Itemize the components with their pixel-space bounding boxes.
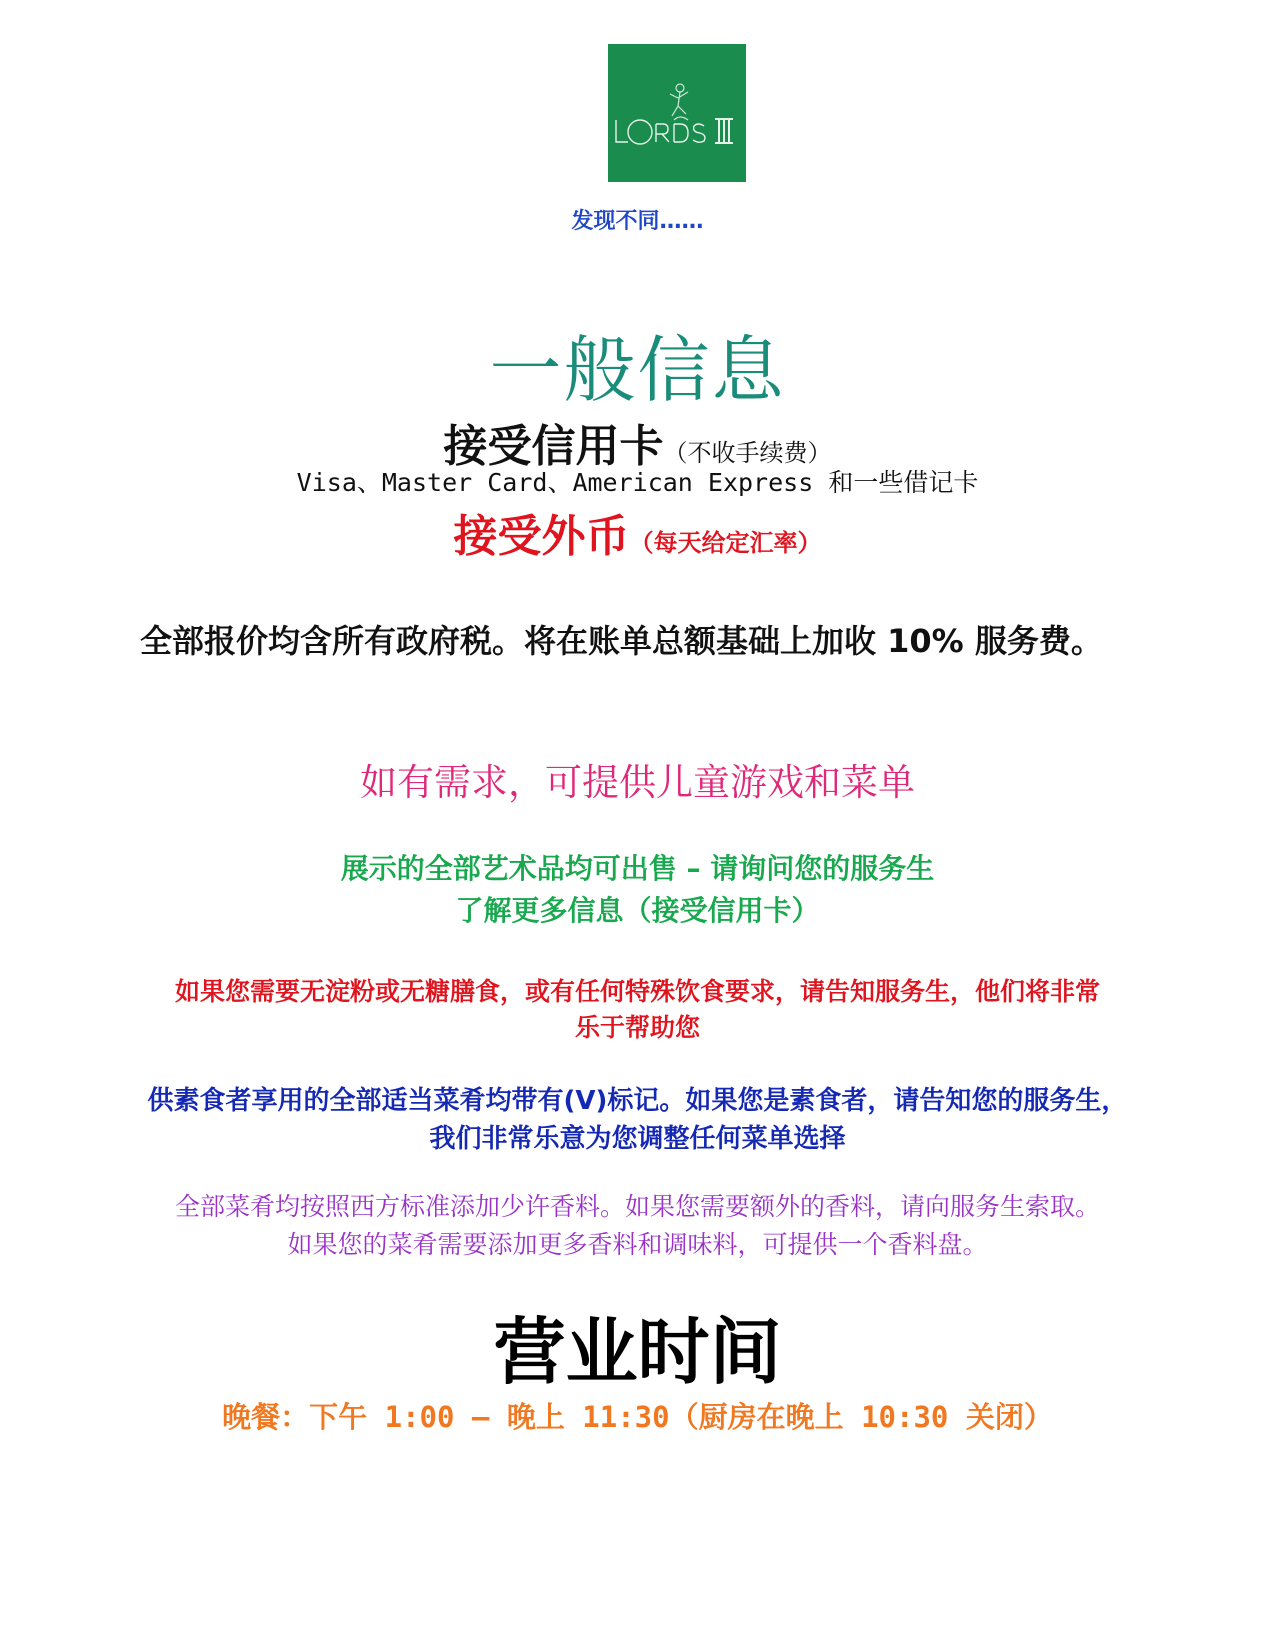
diet-note-line-2: 乐于帮助您 xyxy=(574,1013,700,1042)
foreign-currency-note: （每天给定汇率） xyxy=(629,529,822,557)
spice-note-line-2: 如果您的菜肴需要添加更多香料和调味料，可提供一个香料盘。 xyxy=(287,1230,988,1259)
kids-note: 如有需求，可提供儿童游戏和菜单 xyxy=(360,761,915,804)
tagline: 发现不同…… xyxy=(571,209,704,234)
art-note-line-2: 了解更多信息（接受信用卡） xyxy=(455,894,820,927)
diet-note-line-1: 如果您需要无淀粉或无糖膳食，或有任何特殊饮食要求，请告知服务生，他们将非常 xyxy=(174,977,1100,1006)
dinner-hours: 晚餐：下午 1:00 – 晚上 11:30（厨房在晚上 10:30 关闭） xyxy=(222,1400,1053,1434)
lords-wordmark xyxy=(616,120,705,144)
accepted-cards-line: Visa、Master Card、American Express 和一些借记卡 xyxy=(296,468,979,497)
vegetarian-note xyxy=(0,1082,1275,1158)
art-note xyxy=(0,848,1275,932)
spice-note xyxy=(0,1188,1275,1264)
vegetarian-note-line-1: 供素食者享用的全部适当菜肴均带有(V)标记。如果您是素食者，请告知您的服务生， xyxy=(147,1086,1128,1116)
vegetarian-note-line-2: 我们非常乐意为您调整任何菜单选择 xyxy=(429,1124,846,1154)
column-icon xyxy=(715,118,733,144)
diet-note xyxy=(0,974,1275,1046)
tax-note: 全部报价均含所有政府税。将在账单总额基础上加收 10% 服务费。 xyxy=(140,622,1103,660)
opening-hours-title: 营业时间 xyxy=(493,1310,782,1394)
general-info-title: 一般信息 xyxy=(489,328,786,412)
foreign-currency-heading: 接受外币 xyxy=(453,511,630,562)
figure-emblem-icon xyxy=(670,84,688,120)
lords-logo xyxy=(608,44,746,182)
credit-card-note: （不收手续费） xyxy=(663,439,832,467)
credit-card-heading: 接受信用卡 xyxy=(443,421,664,472)
spice-note-line-1: 全部菜肴均按照西方标准添加少许香料。如果您需要额外的香料，请向服务生索取。 xyxy=(174,1192,1100,1221)
art-note-line-1: 展示的全部艺术品均可出售 – 请询问您的服务生 xyxy=(340,852,935,885)
lords-logo-graphic xyxy=(608,44,746,182)
foreign-currency-section xyxy=(0,500,1275,564)
